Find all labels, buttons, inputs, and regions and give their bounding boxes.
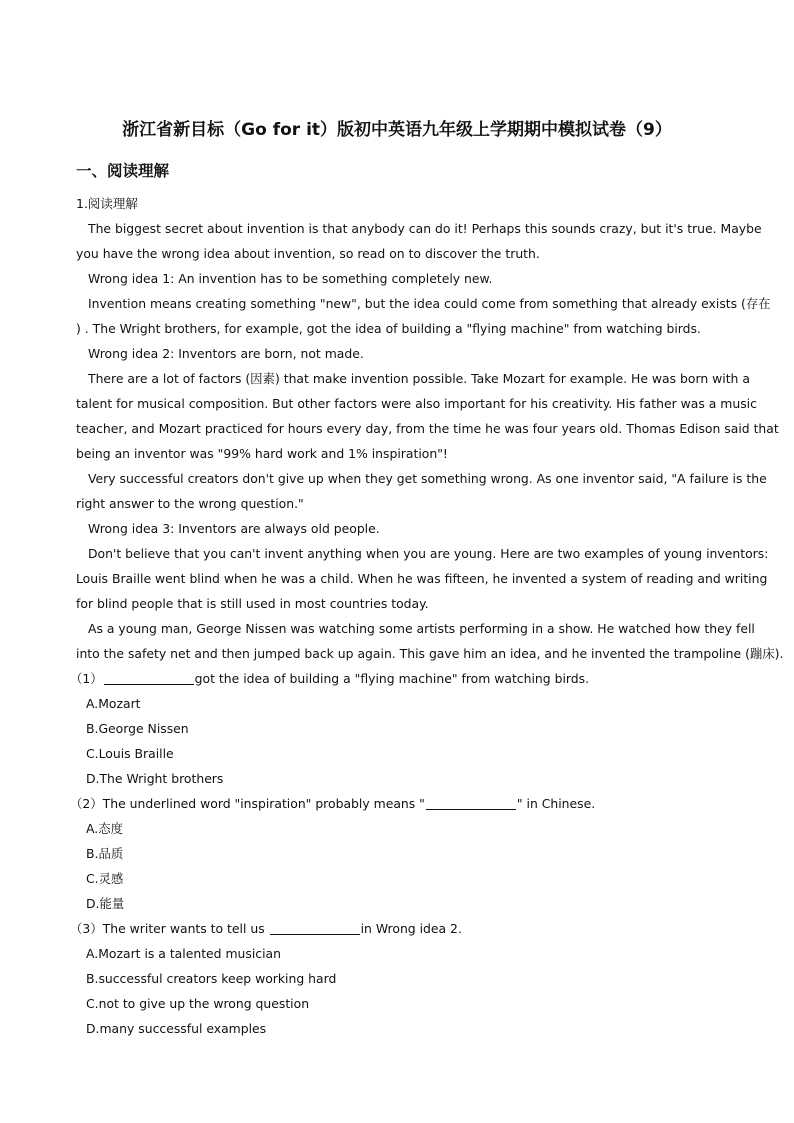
question-heading: 1.阅读理解 (76, 196, 138, 211)
answer-option: B.品质 (86, 846, 124, 861)
passage-line: teacher, and Mozart practiced for hours every day, from the time he was four years old. Thomas Edison said that (76, 421, 779, 436)
passage-line: Don't believe that you can't invent anything when you are young. Here are two examples of young inventors: (88, 546, 769, 561)
passage-line: ) . The Wright brothers, for example, got the idea of building a "flying machine" from watching birds. (76, 321, 701, 336)
question-text-after: in Wrong idea 2. (360, 921, 462, 936)
answer-option: C.Louis Braille (86, 746, 174, 761)
question-stem (70, 666, 726, 691)
answer-option: A.Mozart (86, 696, 141, 711)
question-text-after: " in Chinese. (516, 796, 596, 811)
passage-line: Very successful creators don't give up when they get something wrong. As one inventor said, "A failure is the (88, 471, 767, 486)
question-list (70, 666, 726, 1041)
question-number: （3） (70, 921, 103, 936)
passage-paragraph (76, 216, 762, 266)
passage-paragraph (76, 541, 769, 616)
answer-option: D.many successful examples (86, 1021, 267, 1036)
question-text-before: The writer wants to tell us (102, 921, 269, 936)
passage-line: for blind people that is still used in most countries today. (76, 596, 429, 611)
answer-blank (270, 920, 360, 935)
answer-blank (426, 795, 516, 810)
question-number: （2） (70, 796, 103, 811)
answer-blank (104, 670, 194, 685)
passage-line: Wrong idea 3: Inventors are always old people. (88, 521, 380, 536)
answer-option: B.George Nissen (86, 721, 189, 736)
reading-passage (76, 216, 784, 666)
passage-line: right answer to the wrong question." (76, 496, 304, 511)
answer-option: C.not to give up the wrong question (86, 996, 310, 1011)
question-stem (70, 791, 726, 816)
question-stem (70, 916, 726, 941)
page-title: 浙江省新目标（Go for it）版初中英语九年级上学期期中模拟试卷（9） (122, 120, 672, 140)
answer-option: C.灵感 (86, 871, 124, 886)
passage-line: Wrong idea 2: Inventors are born, not made. (88, 346, 364, 361)
passage-line: The biggest secret about invention is that anybody can do it! Perhaps this sounds crazy, but it's true. Maybe (88, 221, 762, 236)
question-text-after: got the idea of building a "flying machine" from watching birds. (194, 671, 590, 686)
passage-paragraph (76, 266, 726, 291)
passage-line: As a young man, George Nissen was watching some artists performing in a show. He watched how they fell (88, 621, 755, 636)
passage-line: There are a lot of factors (因素) that make invention possible. Take Mozart for example. He was born with a (88, 371, 750, 386)
passage-line: Wrong idea 1: An invention has to be something completely new. (88, 271, 493, 286)
section-heading: 一、阅读理解 (76, 162, 170, 180)
passage-line: Louis Braille went blind when he was a child. When he was fifteen, he invented a system of reading and writing (76, 571, 768, 586)
passage-paragraph (76, 366, 779, 466)
answer-option: A.Mozart is a talented musician (86, 946, 282, 961)
passage-paragraph (76, 516, 726, 541)
answer-option: A.态度 (86, 821, 123, 836)
question-text-before: The underlined word "inspiration" probably means " (102, 796, 425, 811)
passage-line: Invention means creating something "new", but the idea could come from something that already exists (存在 (88, 296, 771, 311)
passage-line: talent for musical composition. But other factors were also important for his creativity. His father was a music (76, 396, 757, 411)
passage-line: being an inventor was "99% hard work and 1% inspiration"! (76, 446, 448, 461)
passage-paragraph (76, 466, 767, 516)
answer-option: D.能量 (86, 896, 125, 911)
passage-line: into the safety net and then jumped back up again. This gave him an idea, and he invented the trampoline (蹦床). (76, 646, 784, 661)
passage-paragraph (76, 291, 771, 341)
answer-option: D.The Wright brothers (86, 771, 224, 786)
passage-line: you have the wrong idea about invention, so read on to discover the truth. (76, 246, 540, 261)
reading-body (70, 216, 784, 1041)
passage-paragraph (76, 341, 726, 366)
answer-option: B.successful creators keep working hard (86, 971, 337, 986)
question-number: （1） (70, 671, 103, 686)
passage-paragraph (76, 616, 784, 666)
